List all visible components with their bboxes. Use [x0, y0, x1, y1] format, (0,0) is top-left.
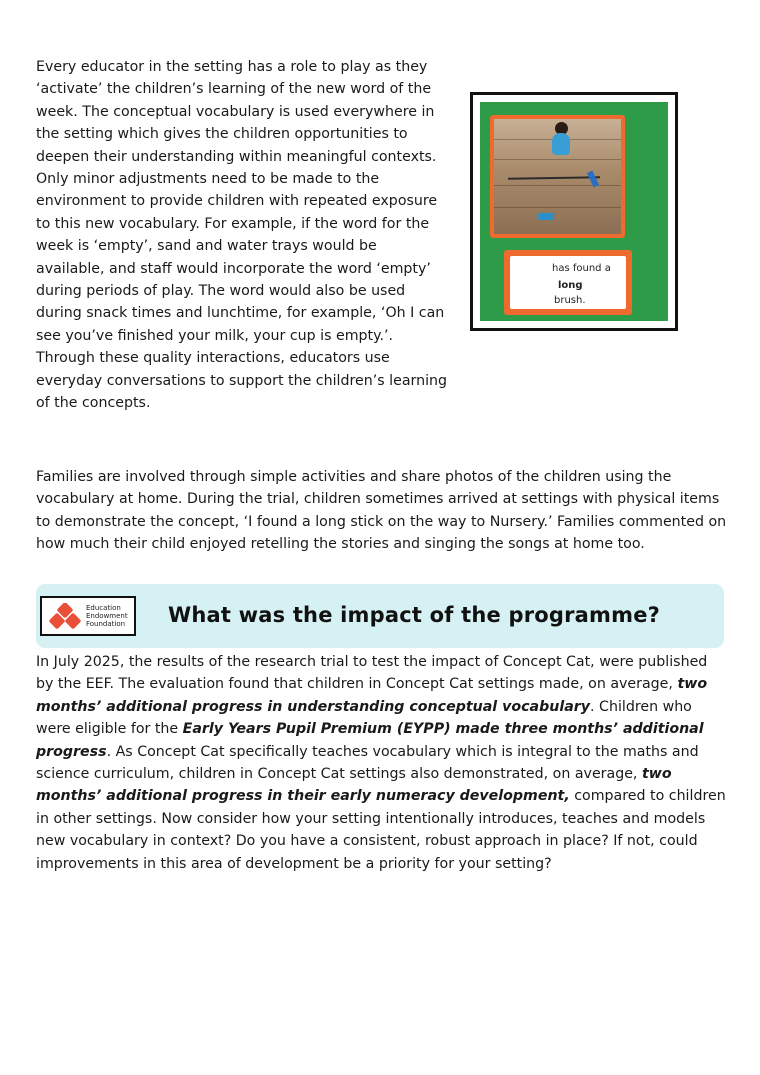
caption-line-2: long [558, 280, 583, 291]
emphasis-eypp: Early Years Pupil Premium (EYPP) made three months’ additional progress [36, 721, 704, 760]
caption-line-1: has found a [552, 263, 611, 274]
impact-paragraph: In July 2025, the results of the research trial to test the impact of Concept Cat, were published by the EEF. The evaluation found that children in Concept Cat settings made, on average, two months’ additional progress in understanding conceptual vocabulary. Children who were eligible for the Early Years Pupil Premium (EYPP) made three months’ additional progress. As Concept Cat specifically teaches vocabulary which is integral to the maths and science curriculum, children in Concept Cat settings also demonstrated, on average, two months’ additional progress in their early numeracy development, compared to children in other settings. Now consider how your setting intentionally introduces, teaches and models new vocabulary in context? Do you have a consistent, robust approach in place? If not, could improvements in this area of development be a priority for your setting? [36, 654, 726, 872]
section-heading: What was the impact of the programme? [168, 603, 661, 627]
eef-logo [40, 596, 136, 636]
eef-logo-icon [48, 603, 82, 631]
impact-banner [36, 584, 724, 648]
photo-green-board [480, 102, 668, 321]
caption-line-3: brush. [554, 295, 586, 306]
emphasis-vocabulary: two months’ additional progress in understanding conceptual vocabulary [36, 676, 708, 715]
long-stick [508, 176, 600, 180]
photo-caption-card [510, 256, 626, 309]
classroom-photo [470, 92, 678, 331]
photo-print-frame [490, 115, 625, 238]
eef-logo-text: Education Endowment Foundation [86, 604, 128, 628]
child-playing-image [494, 119, 621, 234]
emphasis-numeracy: two months’ additional progress in their early numeracy development, [36, 766, 672, 805]
photo-caption-frame [504, 250, 632, 315]
intro-paragraph: Every educator in the setting has a role to play as they ‘activate’ the children’s learning of the new word of the week. The conceptual vocabulary is used everywhere in the setting which gives the children opportunities to deepen their understanding within meaningful contexts. Only minor adjustments need to be made to the environment to provide children with repeated exposure to this new vocabulary. For example, if the word for the week is ‘empty’, sand and water trays would be available, and staff would incorporate the word ‘empty’ during periods of play. The word would also be used during snack times and lunchtime, for example, ‘Oh I can see you’ve finished your milk, your cup is empty.’. Through these quality interactions, educators use everyday conversations to support the children’s learning of the concepts. [36, 59, 448, 412]
families-paragraph: Families are involved through simple activities and share photos of the children using the vocabulary at home. During the trial, children sometimes arrived at settings with physical items to demonstrate the concept, ‘I found a long stick on the way to Nursery.’ Families commented on how much their child enjoyed retelling the stories and singing the songs at home too. [36, 469, 727, 553]
